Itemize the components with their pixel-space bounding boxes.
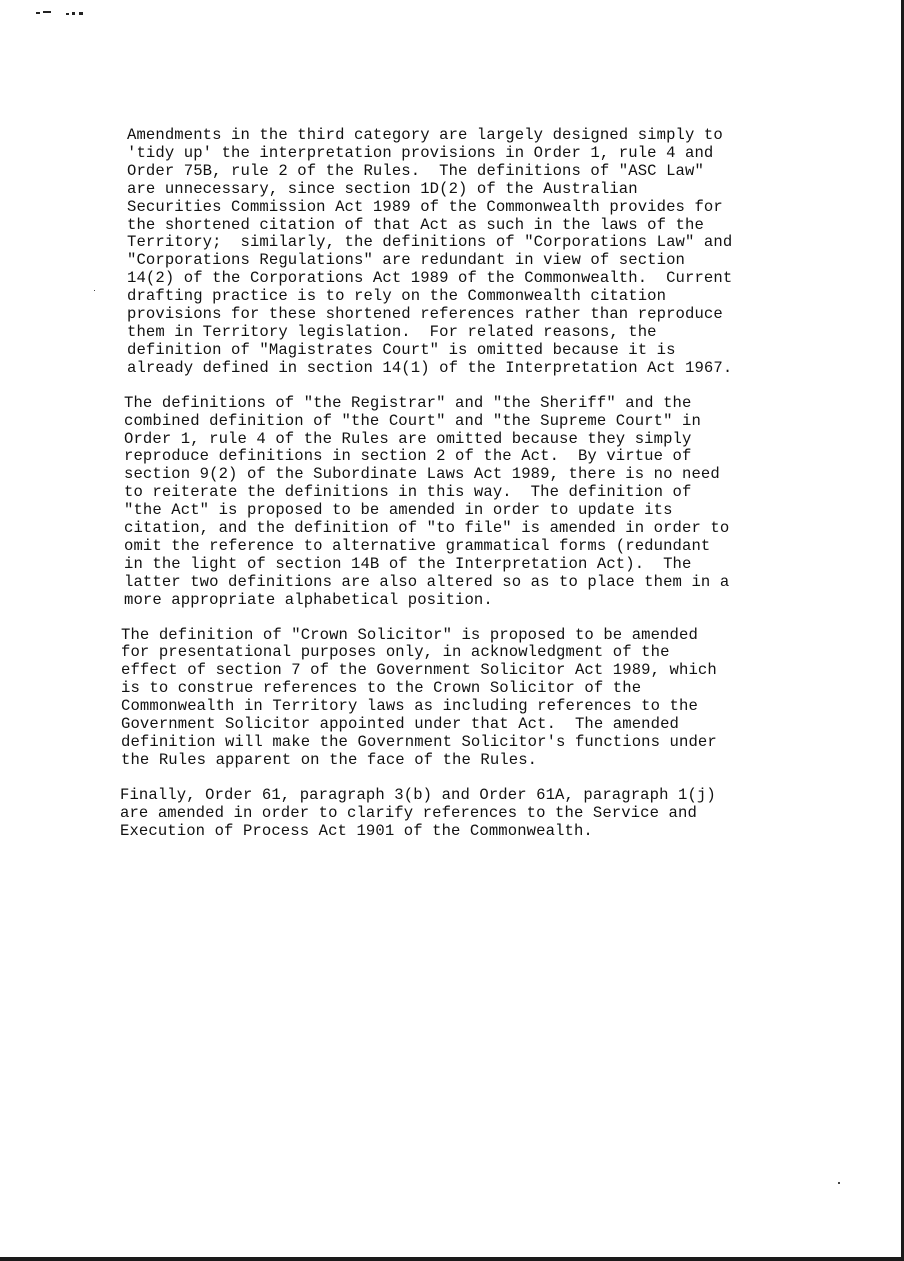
- document-body: [121, 127, 833, 841]
- text-line: Government Solicitor appointed under that Act. The amended: [121, 715, 680, 734]
- text-line: reproduce definitions in section 2 of the Act. By virtue of: [124, 447, 692, 466]
- paragraph-order-61-amendments: [120, 787, 833, 841]
- text-line: already defined in section 14(1) of the Interpretation Act 1967.: [127, 358, 733, 377]
- text-line: more appropriate alphabetical position.: [124, 590, 493, 609]
- text-line: definition will make the Government Solicitor's functions under: [121, 733, 717, 751]
- text-line: effect of section 7 of the Government Solicitor Act 1989, which: [121, 661, 717, 680]
- paragraph-third-category-amendments: [127, 127, 833, 378]
- text-line: Commonwealth in Territory laws as including references to the: [121, 697, 698, 716]
- text-line: are amended in order to clarify references to the Service and: [120, 803, 697, 822]
- scan-edge-bottom: [0, 1257, 904, 1261]
- text-line: citation, and the definition of "to file" is amended in order to: [124, 519, 730, 538]
- text-line: 'tidy up' the interpretation provisions in Order 1, rule 4 and: [127, 143, 714, 162]
- text-line: is to construe references to the Crown Solicitor of the: [121, 679, 642, 698]
- text-line: The definition of "Crown Solicitor" is proposed to be amended: [121, 625, 698, 644]
- text-line: the shortened citation of that Act as such in the laws of the: [127, 215, 704, 234]
- text-line: "Corporations Regulations" are redundant in view of section: [127, 251, 686, 270]
- text-line: in the light of section 14B of the Interpretation Act). The: [124, 554, 692, 573]
- text-line: for presentational purposes only, in acknowledgment of the: [121, 643, 670, 662]
- scan-speck: [94, 290, 95, 291]
- text-line: them in Territory legislation. For related reasons, the: [127, 322, 657, 341]
- text-line: Finally, Order 61, paragraph 3(b) and Order 61A, paragraph 1(j): [120, 785, 716, 804]
- text-line: 14(2) of the Corporations Act 1989 of the Commonwealth. Current: [127, 269, 733, 288]
- text-line: section 9(2) of the Subordinate Laws Act 1989, there is no need: [124, 465, 720, 484]
- scan-speck: [838, 1182, 840, 1184]
- text-line: Territory; similarly, the definitions of "Corporations Law" and: [127, 233, 733, 252]
- paragraph-crown-solicitor-definition: [121, 627, 833, 770]
- text-line: omit the reference to alternative grammatical forms (redundant: [124, 536, 711, 555]
- text-line: The definitions of "the Registrar" and "the Sheriff" and the: [124, 393, 692, 412]
- text-line: combined definition of "the Court" and "the Supreme Court" in: [124, 411, 701, 430]
- text-line: are unnecessary, since section 1D(2) of the Australian: [127, 179, 638, 198]
- text-line: the Rules apparent on the face of the Rules.: [121, 750, 538, 769]
- text-line: to reiterate the definitions in this way. The definition of: [124, 483, 692, 502]
- text-line: latter two definitions are also altered so as to place them in a: [124, 572, 730, 591]
- text-line: definition of "Magistrates Court" is omitted because it is: [127, 340, 676, 359]
- text-line: Securities Commission Act 1989 of the Commonwealth provides for: [127, 197, 723, 216]
- text-line: Order 75B, rule 2 of the Rules. The definitions of "ASC Law": [127, 161, 704, 180]
- text-line: drafting practice is to rely on the Commonwealth citation: [127, 287, 667, 306]
- text-line: "the Act" is proposed to be amended in order to update its: [124, 501, 673, 520]
- text-line: Amendments in the third category are largely designed simply to: [127, 126, 723, 144]
- paragraph-registrar-sheriff-definitions: [124, 395, 833, 610]
- scan-artifact-mark: [36, 8, 86, 18]
- text-line: Execution of Process Act 1901 of the Commonwealth.: [120, 821, 593, 840]
- text-line: provisions for these shortened references rather than reproduce: [127, 305, 723, 324]
- text-line: Order 1, rule 4 of the Rules are omitted because they simply: [124, 429, 692, 448]
